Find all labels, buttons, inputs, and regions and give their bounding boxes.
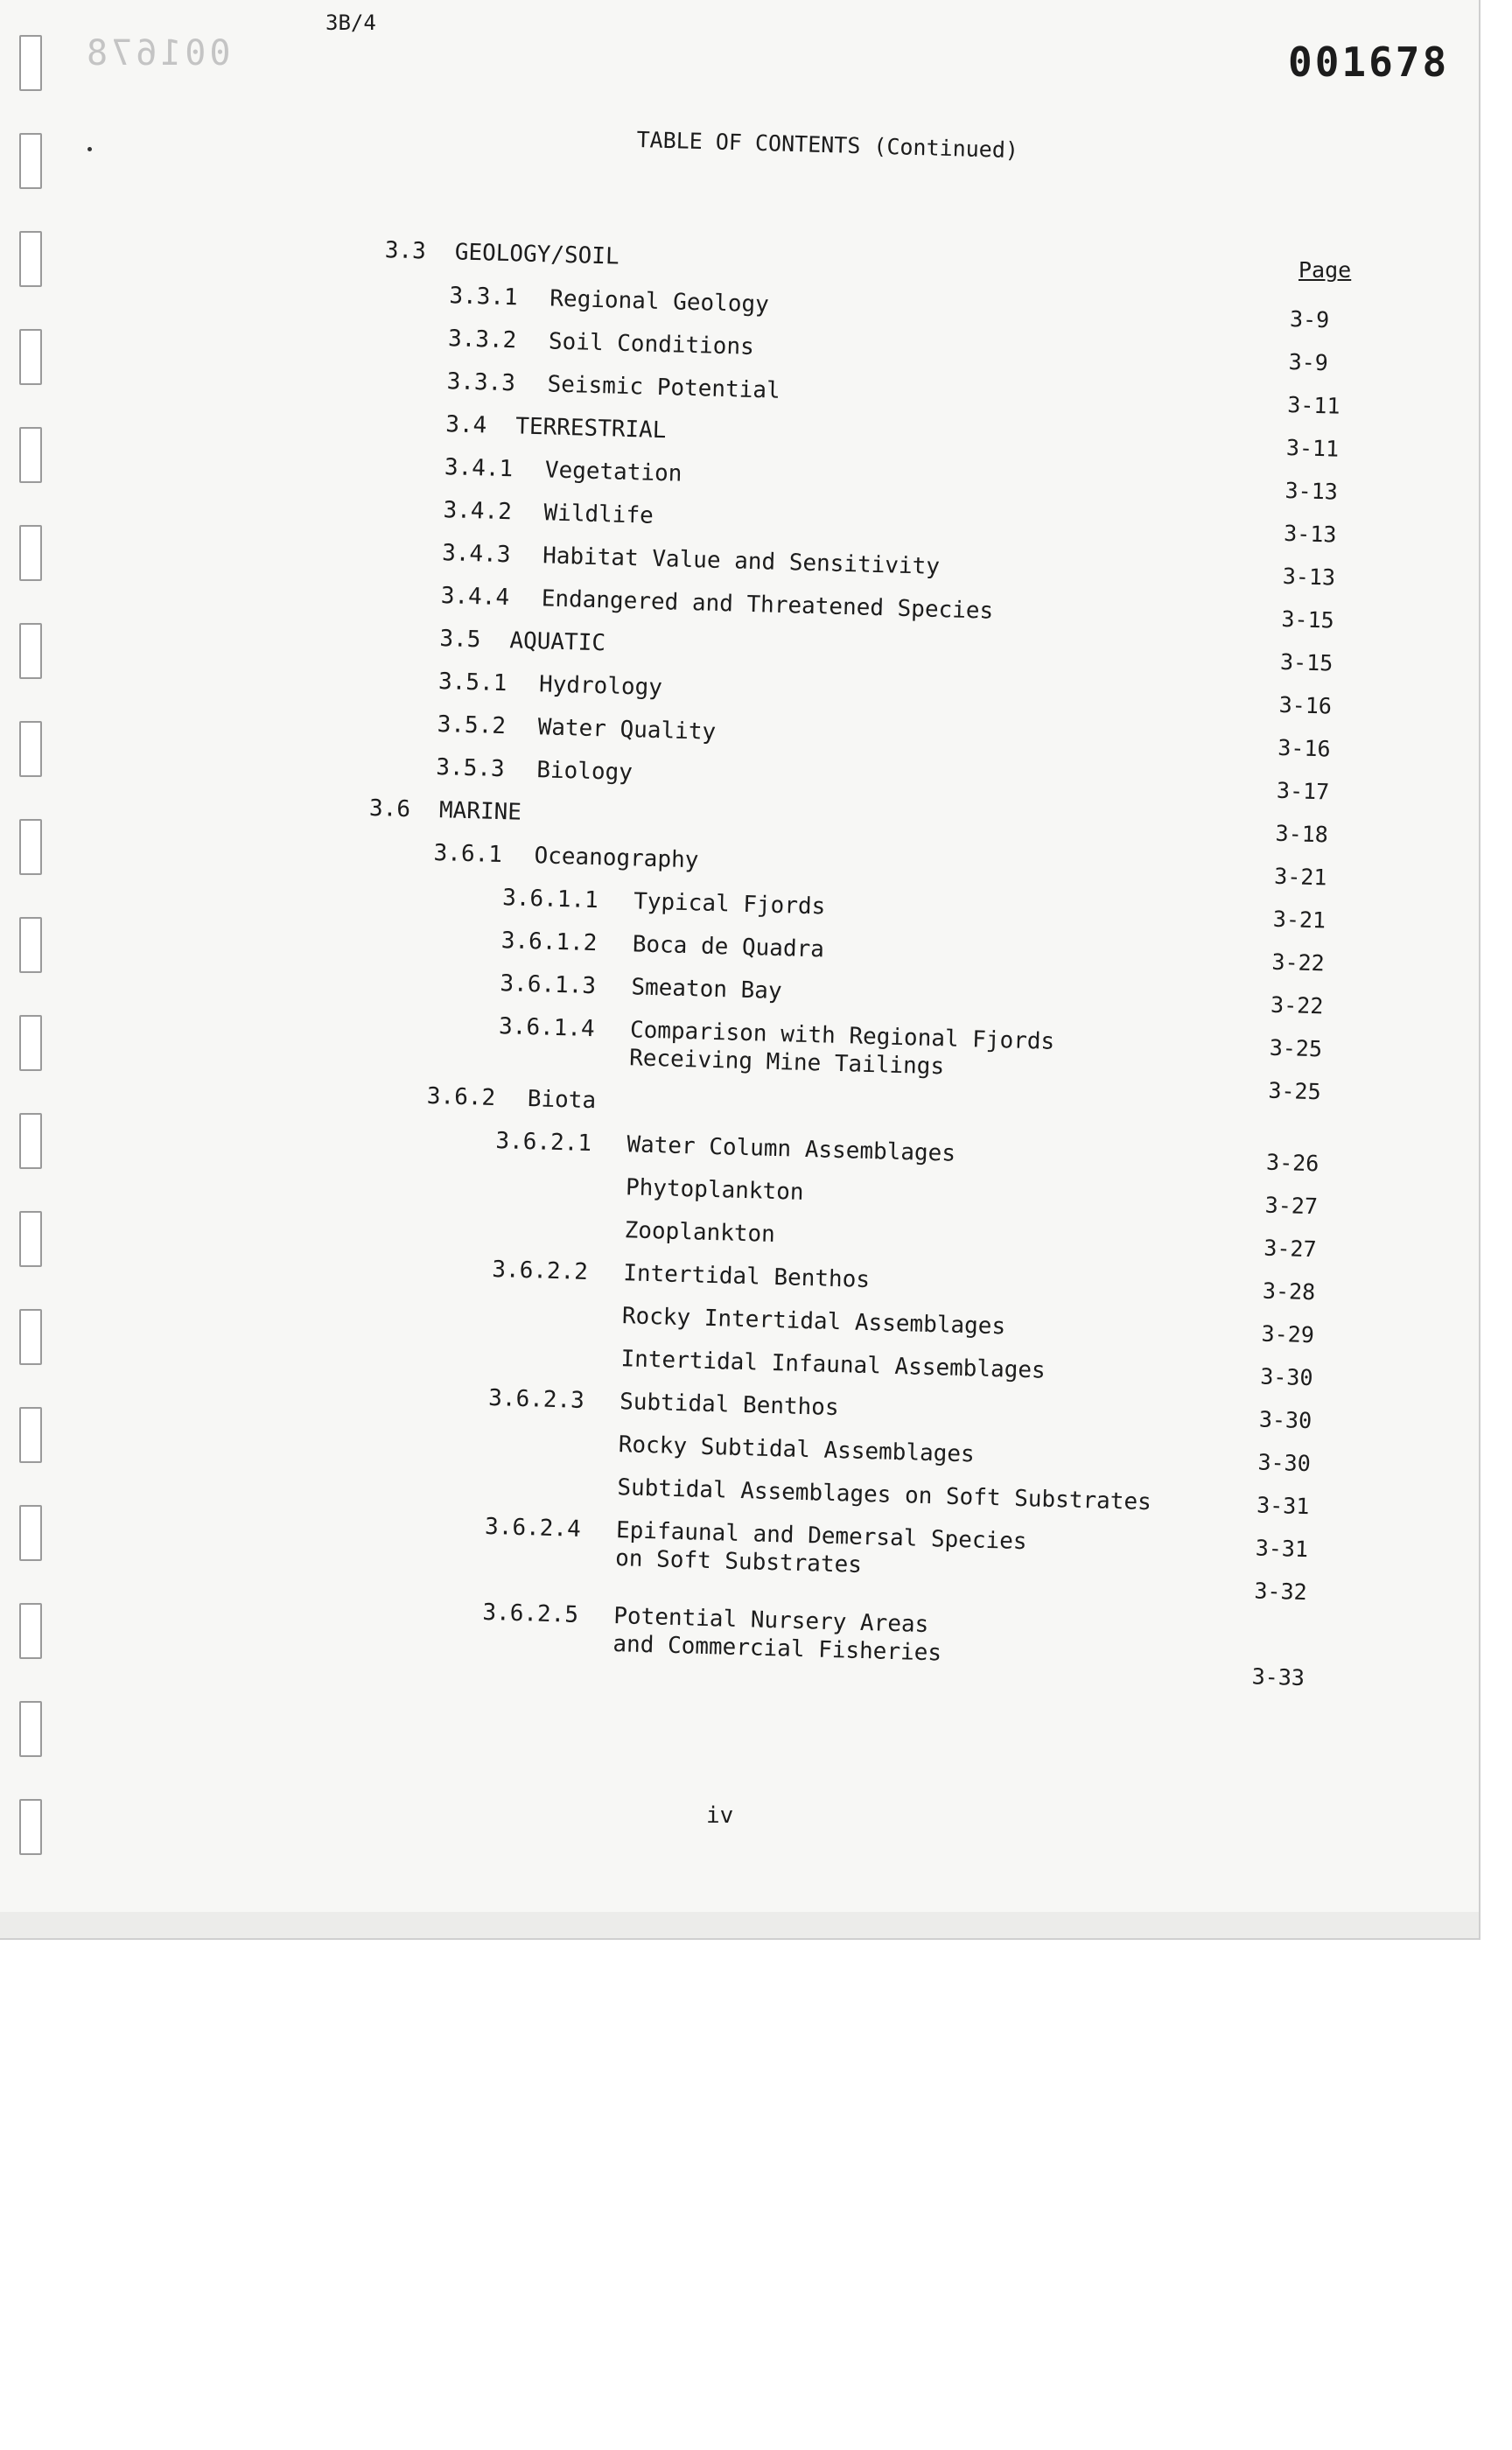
toc-entry: 3.6.1.1 Typical Fjords bbox=[501, 885, 826, 920]
toc-page-number: 3-21 bbox=[1272, 906, 1326, 934]
binder-hole bbox=[19, 1505, 42, 1561]
binder-hole bbox=[19, 1603, 42, 1659]
toc-entry: 3.6 MARINE bbox=[368, 794, 522, 826]
binder-hole bbox=[19, 329, 42, 385]
binder-hole bbox=[19, 917, 42, 973]
toc-entry: 3.3.1 Regional Geology bbox=[449, 283, 770, 318]
binder-hole bbox=[19, 1211, 42, 1267]
toc-entry: Zooplankton bbox=[624, 1217, 776, 1248]
binder-hole bbox=[19, 623, 42, 679]
binder-hole bbox=[19, 1113, 42, 1169]
binder-hole bbox=[19, 721, 42, 777]
toc-page-number: 3-16 bbox=[1278, 691, 1333, 719]
toc-entry: 3.4.2 Wildlife bbox=[443, 497, 654, 529]
toc-page-number: 3-13 bbox=[1282, 563, 1336, 591]
binder-hole bbox=[19, 35, 42, 91]
toc-page-number: 3-22 bbox=[1271, 948, 1326, 976]
toc-page-number: 3-31 bbox=[1256, 1492, 1310, 1520]
toc-entry: 3.4.3 Habitat Value and Sensitivity bbox=[441, 540, 941, 580]
toc-page-number: 3-9 bbox=[1288, 349, 1329, 376]
toc-page-number: 3-11 bbox=[1285, 434, 1340, 462]
toc-page-number: 3-15 bbox=[1281, 606, 1335, 634]
toc-entry: 3.5.1 Hydrology bbox=[438, 668, 663, 702]
toc-heading: TABLE OF CONTENTS (Continued) bbox=[636, 127, 1019, 164]
toc-page-number: 3-33 bbox=[1251, 1663, 1306, 1691]
toc-entry: 3.3.2 Soil Conditions bbox=[447, 326, 755, 360]
page-edge-shadow bbox=[0, 1912, 1479, 1938]
toc-page-number: 3-26 bbox=[1265, 1149, 1320, 1177]
toc-entry: Rocky Intertidal Assemblages bbox=[621, 1303, 1006, 1340]
toc-page-number: 3-30 bbox=[1259, 1363, 1313, 1391]
toc-entry: 3.5 AQUATIC bbox=[439, 626, 606, 657]
toc-entry: 3.6.2.1 Water Column Assemblages bbox=[495, 1128, 956, 1167]
toc-page-number: 3-32 bbox=[1254, 1578, 1308, 1606]
binder-hole bbox=[19, 231, 42, 287]
toc-entry: 3.4 TERRESTRIAL bbox=[444, 411, 667, 444]
toc-entry: Rocky Subtidal Assemblages bbox=[618, 1432, 976, 1468]
page-stamp-number: 001678 bbox=[1288, 38, 1450, 86]
toc-page-number: 3-30 bbox=[1257, 1449, 1312, 1477]
toc-entry: 3.6.1.3 Smeaton Bay bbox=[500, 970, 782, 1005]
stray-mark bbox=[88, 147, 92, 151]
toc-page-number: 3-25 bbox=[1269, 1034, 1323, 1062]
toc-page-number: 3-27 bbox=[1264, 1235, 1318, 1263]
toc-page-number: 3-9 bbox=[1289, 306, 1330, 333]
toc-entry: 3.6.2.5 Potential Nursery Areas bbox=[482, 1599, 929, 1639]
binder-hole bbox=[19, 525, 42, 581]
binder-hole bbox=[19, 1799, 42, 1855]
toc-entry: 3.6.2.4 Epifaunal and Demersal Species bbox=[484, 1513, 1027, 1556]
toc-page-number: 3-22 bbox=[1270, 991, 1324, 1019]
toc-entry: 3.5.2 Water Quality bbox=[437, 711, 717, 746]
toc-page-number: 3-27 bbox=[1264, 1192, 1319, 1220]
toc-entry: and Commercial Fisheries bbox=[612, 1631, 942, 1667]
toc-page-number: 3-31 bbox=[1255, 1535, 1309, 1563]
binder-hole bbox=[19, 427, 42, 483]
toc-page-number: 3-25 bbox=[1268, 1077, 1322, 1105]
binder-hole bbox=[19, 133, 42, 189]
toc-page-number: 3-29 bbox=[1261, 1320, 1315, 1348]
toc-page-number: 3-30 bbox=[1258, 1406, 1312, 1434]
toc-page-number: 3-17 bbox=[1276, 777, 1330, 805]
toc-entry: 3.5.3 Biology bbox=[435, 753, 634, 787]
toc-entry: 3.6.1 Oceanography bbox=[433, 839, 699, 874]
toc-entry: 3.4.1 Vegetation bbox=[444, 454, 682, 487]
toc-page-number: 3-21 bbox=[1273, 863, 1327, 891]
toc-entry: 3.6.2.2 Intertidal Benthos bbox=[491, 1256, 871, 1294]
toc-page-number: 3-13 bbox=[1284, 477, 1339, 505]
binder-hole bbox=[19, 1309, 42, 1365]
page-column-label: Page bbox=[1298, 257, 1352, 283]
toc-page-number: 3-11 bbox=[1286, 391, 1340, 419]
toc-page-number: 3-15 bbox=[1279, 648, 1334, 676]
toc-entry: 3.6.1.2 Boca de Quadra bbox=[500, 928, 825, 963]
footer-page-number: iv bbox=[706, 1802, 734, 1829]
toc-page-number: 3-18 bbox=[1275, 820, 1329, 848]
toc-entry: Receiving Mine Tailings bbox=[628, 1045, 945, 1081]
toc-entry: 3.6.1.4 Comparison with Regional Fjords bbox=[498, 1013, 1055, 1055]
toc-entry: Subtidal Assemblages on Soft Substrates bbox=[617, 1474, 1152, 1516]
binder-hole bbox=[19, 819, 42, 875]
toc-entry: 3.3 GEOLOGY/SOIL bbox=[384, 237, 620, 270]
toc-page-number: 3-28 bbox=[1262, 1278, 1316, 1306]
toc-page-number: 3-16 bbox=[1277, 734, 1331, 762]
toc-entry: Phytoplankton bbox=[625, 1174, 804, 1206]
toc-entry: 3.6.2.3 Subtidal Benthos bbox=[487, 1384, 839, 1422]
toc-entry: on Soft Substrates bbox=[614, 1545, 863, 1578]
binder-hole bbox=[19, 1015, 42, 1071]
document-reference: 3B/4 bbox=[326, 10, 376, 35]
toc-page-number: 3-13 bbox=[1283, 520, 1337, 548]
toc-entry: Intertidal Infaunal Assemblages bbox=[620, 1346, 1046, 1384]
toc-entry: 3.4.4 Endangered and Threatened Species bbox=[440, 583, 994, 625]
binder-hole bbox=[19, 1407, 42, 1463]
bleed-through-number: 001678 bbox=[83, 33, 231, 74]
toc-entry: 3.3.3 Seismic Potential bbox=[446, 368, 781, 404]
binder-hole bbox=[19, 1701, 42, 1757]
toc-entry: 3.6.2 Biota bbox=[426, 1082, 597, 1115]
